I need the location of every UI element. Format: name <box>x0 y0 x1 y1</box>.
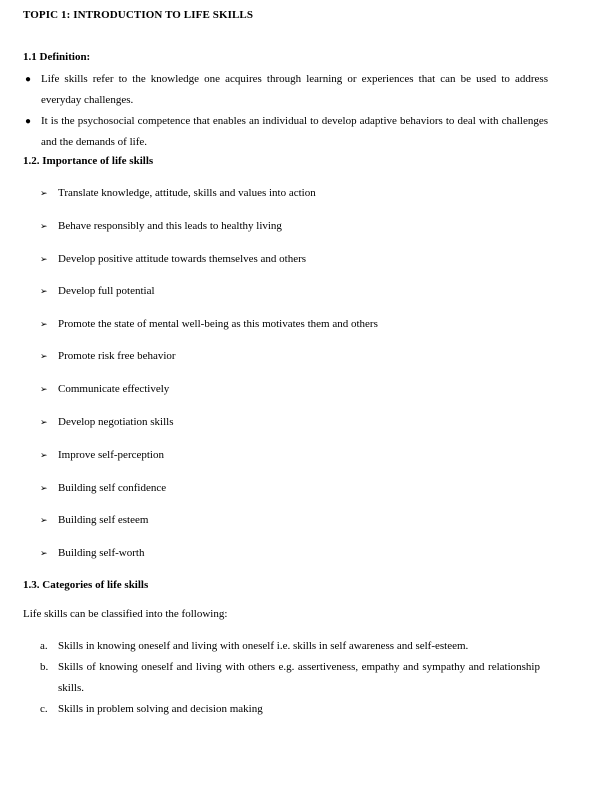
importance-item <box>40 251 306 267</box>
arrow-bullet-icon: ➢ <box>40 484 48 494</box>
list-marker: a. <box>40 640 48 652</box>
category-text: Skills of knowing oneself and living with others e.g. assertiveness, empathy and sympathy and relationship skills. <box>58 661 540 694</box>
definition-text: It is the psychosocial competence that enables an individual to develop adaptive behaviors to deal with challenges and the demands of life. <box>41 115 548 148</box>
definition-item <box>23 69 548 111</box>
categories-list <box>40 636 540 720</box>
importance-text: Behave responsibly and this leads to healthy living <box>58 220 282 232</box>
bullet-icon: ● <box>25 116 32 127</box>
bullet-icon: ● <box>25 74 32 85</box>
list-marker: b. <box>40 661 49 673</box>
importance-text: Promote the state of mental well-being as this motivates them and others <box>58 318 378 330</box>
arrow-bullet-icon: ➢ <box>40 385 48 395</box>
importance-item <box>40 447 164 463</box>
importance-text: Improve self-perception <box>58 449 164 461</box>
definition-text: Life skills refer to the knowledge one acquires through learning or experiences that can be used to address everyday challenges. <box>41 73 548 106</box>
category-text: Skills in problem solving and decision making <box>58 703 263 715</box>
importance-text: Develop positive attitude towards themselves and others <box>58 253 307 265</box>
importance-text: Communicate effectively <box>58 383 170 395</box>
category-item <box>40 657 540 699</box>
page-title: TOPIC 1: INTRODUCTION TO LIFE SKILLS <box>23 9 254 21</box>
arrow-bullet-icon: ➢ <box>40 320 48 330</box>
categories-heading: 1.3. Categories of life skills <box>23 579 149 591</box>
definition-heading: 1.1 Definition: <box>23 51 91 63</box>
importance-item <box>40 480 166 496</box>
importance-text: Building self-worth <box>58 547 145 559</box>
importance-item <box>40 218 282 234</box>
importance-heading: 1.2. Importance of life skills <box>23 155 154 167</box>
importance-item <box>40 348 176 364</box>
arrow-bullet-icon: ➢ <box>40 222 48 232</box>
categories-intro: Life skills can be classified into the following: <box>23 608 228 620</box>
category-text: Skills in knowing oneself and living with oneself i.e. skills in self awareness and self-esteem. <box>58 640 469 652</box>
category-item <box>40 699 540 720</box>
definition-item <box>23 111 548 153</box>
importance-item <box>40 316 378 332</box>
importance-text: Develop negotiation skills <box>58 416 174 428</box>
list-marker: c. <box>40 703 48 715</box>
importance-text: Building self esteem <box>58 514 149 526</box>
arrow-bullet-icon: ➢ <box>40 255 48 265</box>
arrow-bullet-icon: ➢ <box>40 189 48 199</box>
arrow-bullet-icon: ➢ <box>40 418 48 428</box>
importance-item <box>40 283 155 299</box>
arrow-bullet-icon: ➢ <box>40 451 48 461</box>
importance-item <box>40 185 316 201</box>
definition-list <box>23 69 548 153</box>
importance-item <box>40 381 169 397</box>
importance-text: Building self confidence <box>58 482 167 494</box>
importance-item <box>40 545 144 561</box>
importance-text: Develop full potential <box>58 285 155 297</box>
importance-item <box>40 512 148 528</box>
importance-item <box>40 414 173 430</box>
importance-text: Promote risk free behavior <box>58 350 176 362</box>
arrow-bullet-icon: ➢ <box>40 516 48 526</box>
arrow-bullet-icon: ➢ <box>40 549 48 559</box>
importance-text: Translate knowledge, attitude, skills and values into action <box>58 187 316 199</box>
arrow-bullet-icon: ➢ <box>40 287 48 297</box>
arrow-bullet-icon: ➢ <box>40 352 48 362</box>
category-item <box>40 636 540 657</box>
